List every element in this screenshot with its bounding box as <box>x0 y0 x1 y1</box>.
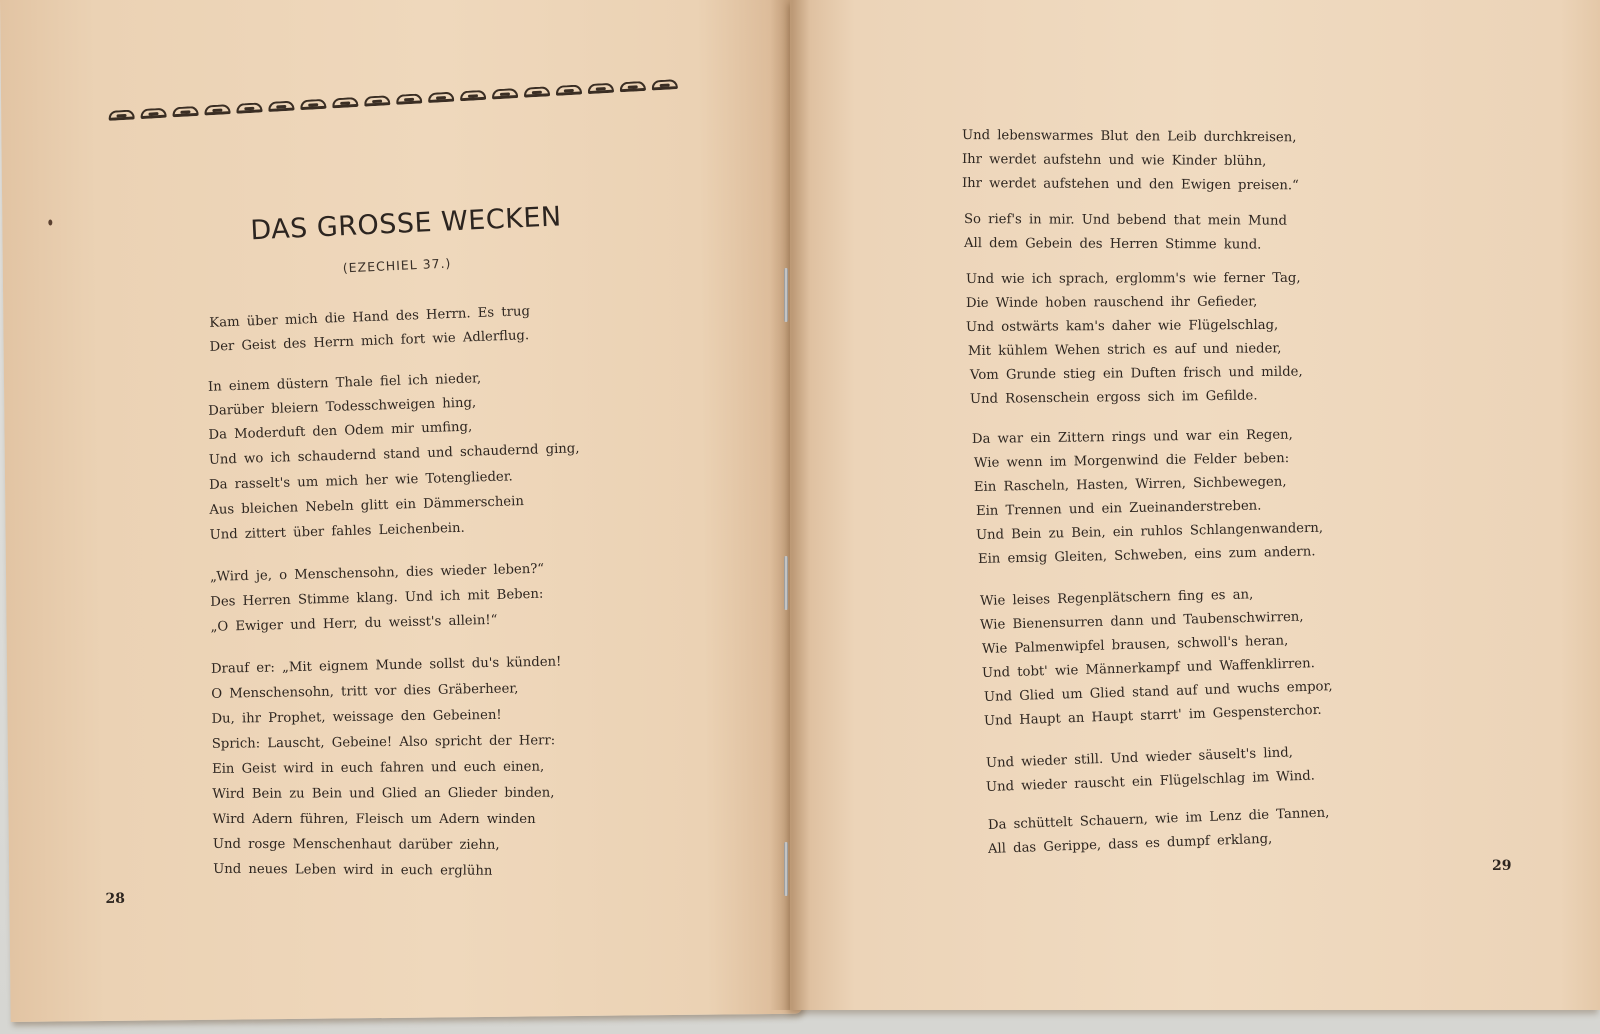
poem-line: Da war ein Zittern rings und war ein Regen, <box>971 427 1293 447</box>
poem-line: Und Bein zu Bein, ein ruhlos Schlangenwandern, <box>975 520 1324 543</box>
poem-line: So rief's in mir. Und bebend that mein Mund <box>963 212 1288 229</box>
poem-line: Und wie ich sprach, erglomm's wie ferner Tag, <box>965 270 1301 287</box>
poem-line: Ihr werdet aufstehen und den Ewigen preisen.“ <box>961 176 1299 194</box>
poem-line: Vom Grunde stieg ein Duften frisch und milde, <box>969 364 1303 383</box>
poem-line: Des Herren Stimme klang. Und ich mit Beben: <box>210 586 544 610</box>
staple-middle <box>784 556 788 610</box>
poem-line: „Wird je, o Menschensohn, dies wieder leben?“ <box>209 561 545 585</box>
ornament-glyph-icon <box>428 92 455 103</box>
page-number-right: 29 <box>1492 858 1512 874</box>
poem-line: All dem Gebein des Herren Stimme kund. <box>963 236 1262 253</box>
ornament-glyph-icon <box>236 102 263 113</box>
poem-line: Ein Geist wird in euch fahren und euch einen, <box>212 759 545 777</box>
poem-line: Wird Bein zu Bein und Glied an Glieder binden, <box>212 785 555 802</box>
poem-line: Sprich: Lauscht, Gebeine! Also spricht der Herr: <box>211 733 556 752</box>
poem-line: In einem düstern Thale fiel ich nieder, <box>207 371 482 395</box>
ornament-glyph-icon <box>364 95 391 106</box>
poem-line: Du, ihr Prophet, weissage den Gebeinen! <box>211 707 502 727</box>
ornament-glyph-icon <box>460 90 487 101</box>
ornament-glyph-icon <box>619 81 646 92</box>
poem-line: Aus bleichen Nebeln glitt ein Dämmerschein <box>209 494 525 518</box>
poem-line: Da rasselt's um mich her wie Totenglieder. <box>208 469 513 493</box>
poem-line: Wie Palmenwipfel brausen, schwoll's heran, <box>981 633 1289 657</box>
poem-line: Und Rosenschein ergoss sich im Gefilde. <box>969 388 1258 407</box>
ornament-glyph-icon <box>524 86 551 97</box>
poem-line: Und Glied um Glied stand auf und wuchs empor, <box>983 679 1333 705</box>
ornament-glyph-icon <box>396 93 423 104</box>
poem-line: Und wieder still. Und wieder säuselt's lind, <box>985 745 1294 771</box>
poem-line: Und wieder rauscht ein Flügelschlag im Wind. <box>985 768 1316 795</box>
poem-line: All das Gerippe, dass es dumpf erklang, <box>987 831 1273 857</box>
poem-line: Darüber bleiern Todesschweigen hing, <box>208 395 477 419</box>
poem-line: Ein Rascheln, Hasten, Wirren, Sichbewegen, <box>973 474 1287 495</box>
left-page <box>0 0 803 1022</box>
page-number-left: 28 <box>105 890 125 907</box>
poem-line: Und zittert über fahles Leichenbein. <box>209 520 465 543</box>
poem-line: Und wo ich schaudernd stand und schaudernd ging, <box>208 441 580 468</box>
poem-line: Wie Bienensurren dann und Taubenschwirren, <box>979 609 1304 633</box>
ornament-glyph-icon <box>492 88 519 99</box>
poem-line: Und Haupt an Haupt starrt' im Gespensterchor. <box>983 702 1322 729</box>
poem-line: Wird Adern führen, Fleisch um Adern winden <box>212 811 536 827</box>
poem-line: O Menschensohn, tritt vor dies Gräberheer, <box>211 681 519 702</box>
poem-line: Und ostwärts kam's daher wie Flügelschlag, <box>965 317 1279 335</box>
paper-speck <box>48 219 52 225</box>
decorative-border-ornament <box>108 76 729 151</box>
ornament-glyph-icon <box>651 79 678 90</box>
poem-line: Ihr werdet aufstehn und wie Kinder blühn, <box>961 152 1267 170</box>
staple-top <box>784 268 788 322</box>
ornament-glyph-icon <box>332 97 359 108</box>
poem-line: Und lebenswarmes Blut den Leib durchkreisen, <box>961 128 1297 146</box>
poem-line: Die Winde hoben rauschend ihr Gefieder, <box>965 294 1258 311</box>
poem-line: Wie wenn im Morgenwind die Felder beben: <box>973 451 1290 471</box>
ornament-glyph-icon <box>108 109 135 120</box>
ornament-glyph-icon <box>556 84 583 95</box>
poem-line: Ein Trennen und ein Zueinanderstreben. <box>975 498 1262 519</box>
ornament-glyph-icon <box>140 108 167 119</box>
poem-line: Drauf er: „Mit eignem Munde sollst du's künden! <box>210 654 562 677</box>
right-page <box>790 0 1600 1010</box>
poem-line: Und tobt' wie Männerkampf und Waffenklirren. <box>981 656 1316 681</box>
ornament-glyph-icon <box>204 104 231 115</box>
poem-line: Der Geist des Herrn mich fort wie Adlerflug. <box>209 328 530 355</box>
poem-line: „O Ewiger und Herr, du weisst's allein!“ <box>210 612 498 635</box>
poem-line: Kam über mich die Hand des Herrn. Es trug <box>209 304 531 331</box>
poem-line: Und neues Leben wird in euch erglühn <box>213 861 493 879</box>
staple-bottom <box>784 842 788 896</box>
ornament-glyph-icon <box>268 101 295 112</box>
poem-line: Da schüttelt Schauern, wie im Lenz die Tannen, <box>987 805 1330 833</box>
poem-title: DAS GROSSE WECKEN <box>249 201 563 247</box>
poem-line: Mit kühlem Wehen strich es auf und nieder, <box>967 341 1282 359</box>
poem-line: Und rosge Menschenhaut darüber ziehn, <box>212 836 500 853</box>
poem-line: Wie leises Regenplätschern fing es an, <box>979 587 1254 609</box>
poem-subtitle: (EZECHIEL 37.) <box>342 255 452 276</box>
ornament-glyph-icon <box>588 83 615 94</box>
ornament-glyph-icon <box>172 106 199 117</box>
poem-line: Da Moderduft den Odem mir umfing, <box>208 419 473 443</box>
poem-line: Ein emsig Gleiten, Schweben, eins zum andern. <box>977 544 1316 567</box>
ornament-glyph-icon <box>300 99 327 110</box>
